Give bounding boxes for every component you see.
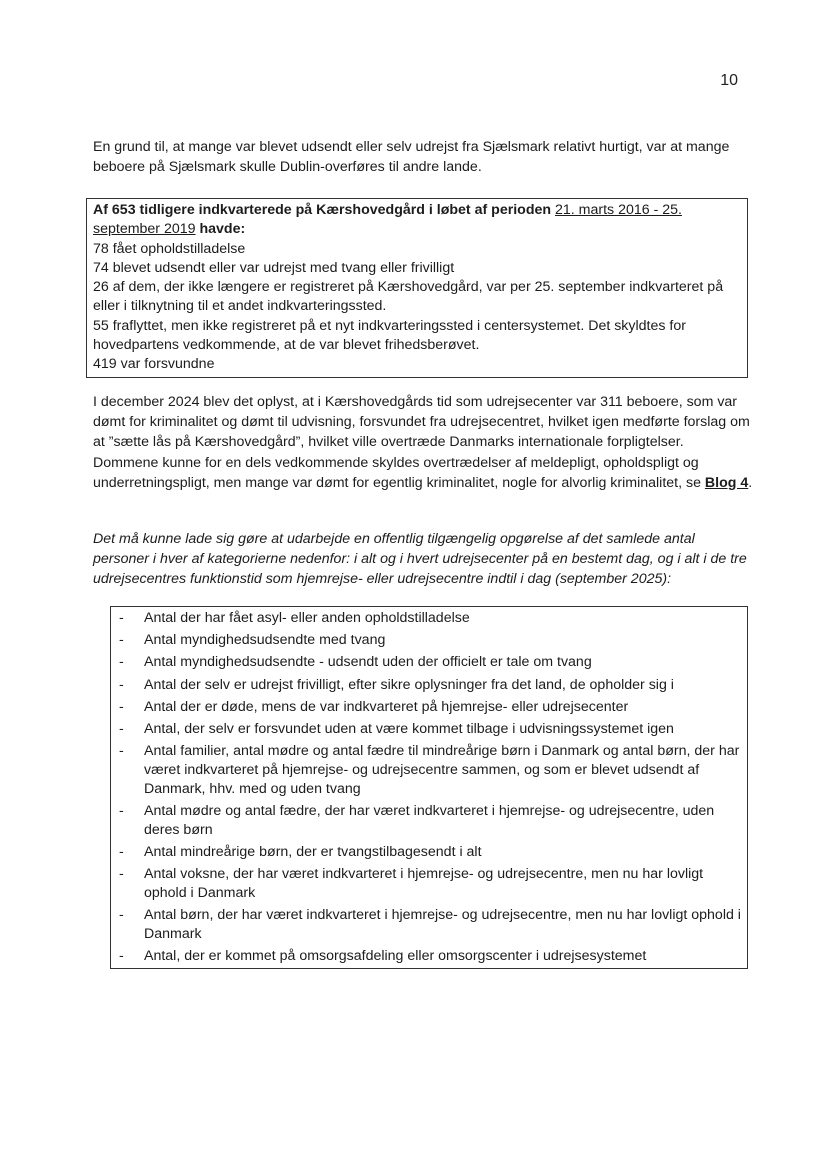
bullet-dash: -	[119, 843, 124, 860]
list-item	[111, 676, 741, 695]
statistics-heading	[93, 201, 747, 240]
list-item	[111, 947, 741, 966]
statistics-line: 74 blevet udsendt eller var udrejst med tvang eller frivilligt	[93, 259, 455, 276]
statistics-heading-start: Af 653 tidligere indkvarterede på Kærshovedgård i løbet af perioden	[93, 202, 556, 218]
list-item-text: Antal der er døde, mens de var indkvarteret på hjemrejse- eller udrejsecenter	[144, 698, 629, 715]
bullet-dash: -	[119, 610, 124, 626]
list-item-text: Antal voksne, der har været indkvarteret i hjemrejse- og udrejsecentre, men nu har lovligt ophold i Danmark	[144, 866, 704, 901]
bullet-dash: -	[119, 802, 124, 819]
list-item	[111, 865, 741, 903]
bullet-dash: -	[119, 632, 124, 649]
statistics-line: 55 fraflyttet, men ikke registreret på et nyt indkvarteringssted i centersystemet. Det skyldtes for hovedpartens vedkommende, at de var blevet frihedsberøvet.	[93, 317, 686, 354]
list-item	[111, 631, 741, 650]
intro-paragraph: En grund til, at mange var blevet udsendt eller selv udrejst fra Sjælsmark relativt hurtigt, var at mange beboere på Sjælsmark skulle Dublin-overføres til andre lande.	[93, 139, 730, 176]
statistics-box	[86, 198, 748, 378]
bullet-dash: -	[119, 698, 124, 715]
bullet-dash: -	[119, 720, 124, 737]
list-item-text: Antal der har fået asyl- eller anden opholdstilladelse	[144, 610, 470, 626]
list-item-text: Antal familier, antal mødre og antal fædre til mindreårige børn i Danmark og antal børn, der har været indkvarteret på hjemrejse- og udrejsecentre sammen, og som er blevet udsendt af Danmark, hhv. med og uden tvang	[144, 743, 740, 797]
list-item-text: Antal, der selv er forsvundet uden at være kommet tilbage i udvisningssystemet igen	[144, 720, 674, 737]
statistics-line: 419 var forsvundne	[93, 356, 215, 373]
italic-request-paragraph: Det må kunne lade sig gøre at udarbejde en offentlig tilgængelig opgørelse af det samlede antal personer i hver af kategorierne nedenfor: i alt og i hvert udrejsecenter på en bestemt dag, og i alt i de tre udrejsecentres funktionstid som hjemrejse- eller udrejsecentre indtil i dag (september 2025):	[93, 531, 747, 588]
blog-4-link[interactable]: Blog 4	[704, 474, 749, 491]
list-item	[111, 843, 741, 862]
bullet-dash: -	[119, 948, 124, 965]
bullet-dash: -	[119, 907, 124, 924]
list-item	[111, 609, 741, 628]
bullet-dash: -	[119, 866, 124, 883]
list-item	[111, 742, 741, 798]
list-item-text: Antal myndighedsudsendte - udsendt uden der officielt er tale om tvang	[144, 654, 592, 671]
page-number: 10	[720, 72, 738, 89]
list-item-text: Antal børn, der har været indkvarteret i hjemrejse- og udrejsecentre, men nu har lovligt ophold i Danmark	[144, 907, 741, 942]
list-item	[111, 720, 741, 739]
list-item-text: Antal der selv er udrejst frivilligt, efter sikre oplysninger fra det land, de opholder sig i	[144, 676, 674, 693]
category-list-box	[110, 606, 748, 969]
list-item-text: Antal, der er kommet på omsorgsafdeling eller omsorgscenter i udrejsesystemet	[144, 948, 647, 965]
list-item	[111, 802, 741, 840]
statistics-period: 21. marts 2016 - 25. september 2019	[93, 202, 682, 238]
list-item	[111, 906, 741, 944]
december-2024-paragraph	[93, 392, 753, 493]
statistics-heading-end: havde:	[195, 221, 246, 238]
december-2024-text: I december 2024 blev det oplyst, at i Kærshovedgårds tid som udrejsecenter var 311 beboere, som var dømt for kriminalitet og dømt til udvisning, forsvundet fra udrejsecentret, hvilket igen medførte forslag om at ”sætte lås på Kærshovedgård”, hvilket ville overtræde Danmarks internationale forpligtelser. Dommene kunne for en dels vedkommende skyldes overtrædelser af meldepligt, opholdspligt og underretningspligt, men mange var dømt for egentlig kriminalitet, nogle for alvorlig kriminalitet, se	[93, 394, 750, 491]
list-item	[111, 698, 741, 717]
statistics-line: 78 fået opholdstilladelse	[93, 240, 246, 257]
list-item-text: Antal myndighedsudsendte med tvang	[144, 632, 386, 649]
paragraph-end: .	[748, 474, 753, 491]
bullet-dash: -	[119, 743, 124, 760]
category-list	[111, 609, 741, 966]
list-item-text: Antal mødre og antal fædre, der har været indkvarteret i hjemrejse- og udrejsecentre, uden deres børn	[144, 802, 715, 838]
list-item	[111, 653, 741, 672]
bullet-dash: -	[119, 676, 124, 693]
list-item-text: Antal mindreårige børn, der er tvangstilbagesendt i alt	[144, 843, 482, 860]
statistics-line: 26 af dem, der ikke længere er registreret på Kærshovedgård, var per 25. september indkvarteret på eller i tilknytning til et andet indkvarteringssted.	[93, 279, 724, 315]
bullet-dash: -	[119, 654, 124, 671]
